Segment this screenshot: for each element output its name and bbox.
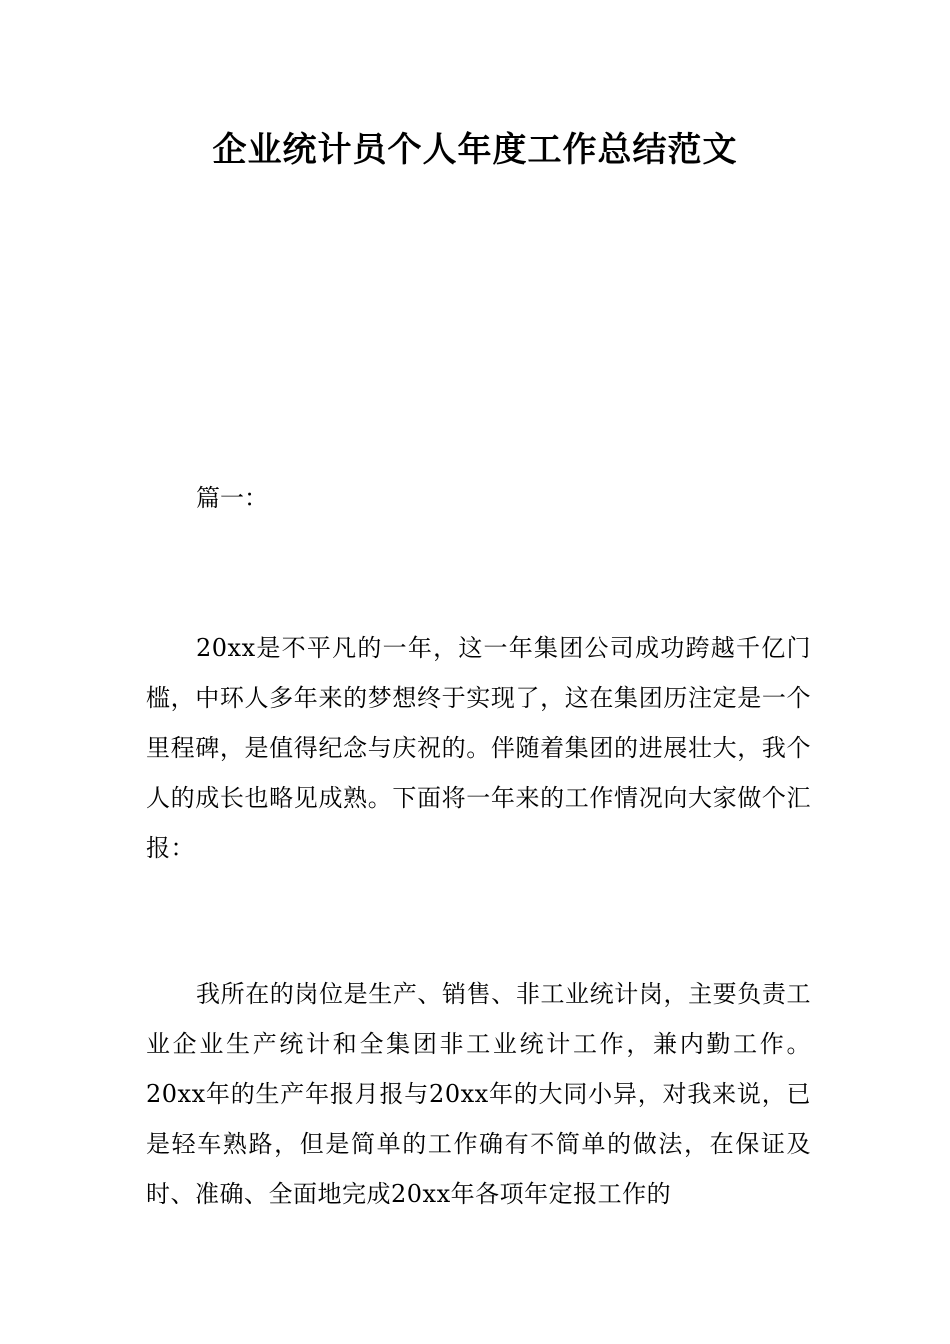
paragraph-1: 20xx是不平凡的一年，这一年集团公司成功跨越千亿门槛，中环人多年来的梦想终于实现了，这在集团历注定是一个里程碑，是值得纪念与庆祝的。伴随着集团的进展壮大，我个人的成长也略见成熟。下面将一年来的工作情况向大家做个汇报： (146, 634, 811, 862)
section-label: 篇一： (196, 484, 268, 512)
paragraph-2: 我所在的岗位是生产、销售、非工业统计岗，主要负责工业企业生产统计和全集团非工业统计工作，兼内勤工作。20xx年的生产年报月报与20xx年的大同小异，对我来说，已是轻车熟路，但是简单的工作确有不简单的做法，在保证及时、准确、全面地完成20xx年各项年定报工作的 (146, 980, 811, 1208)
document-title: 企业统计员个人年度工作总结范文 (212, 130, 738, 170)
